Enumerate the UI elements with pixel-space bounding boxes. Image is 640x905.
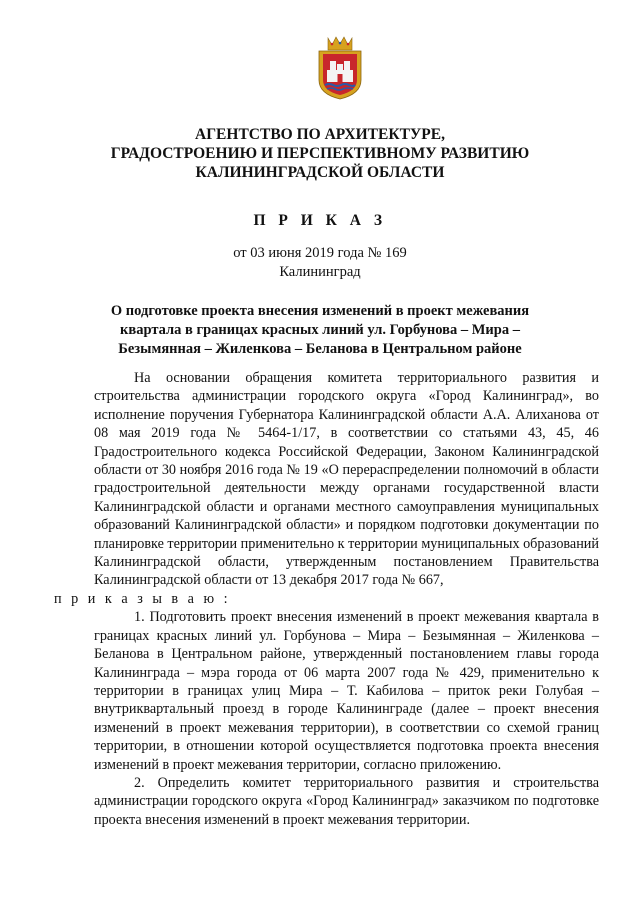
- preamble-text: На основании обращения комитета территориального развития и строительства администрации городского округа «Город Калининград», во исполнение поручения Губернатора Калининградской области А.А. Алиханова от 08 мая 2019 года № 5464-1/17, в соответствии со статьями 43, 45, 46 Градостроительного кодекса Российской Федерации, Законом Калининградской области от 30 ноября 2016 года № 19 «О перераспределении полномочий в области градостроительной деятельности между органами государственной власти Калининградской области и органами местного самоуправления муниципальных образований Калининградской области» и порядком подготовки документации по планировке территории применительно к территории муниципальных образований Калининградской области, утвержденным постановлением Правительства Калининградской области от 13 декабря 2017 года № 667,: [94, 370, 599, 589]
- coat-of-arms-icon: [315, 34, 365, 100]
- order-title: П Р И К А З: [253, 212, 387, 229]
- agency-line-1: АГЕНТСТВО ПО АРХИТЕКТУРЕ,: [195, 126, 445, 143]
- agency-line-3: КАЛИНИНГРАДСКОЙ ОБЛАСТИ: [195, 164, 445, 181]
- order-date: от 03 июня 2019 года № 169: [233, 245, 407, 261]
- preamble-paragraph: [54, 369, 599, 608]
- order-body: [54, 369, 599, 829]
- prikazyvayu-word: п р и к а з ы в а ю :: [54, 590, 231, 607]
- subject-line-3: Безымянная – Жиленкова – Беланова в Центральном районе: [118, 341, 522, 357]
- order-subject: [80, 302, 560, 359]
- item-2-paragraph: 2. Определить комитет территориального развития и строительства администрации городского округа «Город Калининград» заказчиком по подготовке проекта внесения изменений в проект межевания территории.: [94, 774, 599, 828]
- order-city: Калининград: [279, 264, 361, 280]
- agency-name: [60, 125, 580, 182]
- subject-line-1: О подготовке проекта внесения изменений в проект межевания: [110, 303, 530, 319]
- subject-line-2: квартала в границах красных линий ул. Горбунова – Мира –: [120, 322, 520, 338]
- agency-line-2: ГРАДОСТРОЕНИЮ И ПЕРСПЕКТИВНОМУ РАЗВИТИЮ: [110, 145, 530, 162]
- item-1-paragraph: 1. Подготовить проект внесения изменений в проект межевания квартала в границах красных линий ул. Горбунова – Мира – Безымянная – Жиленкова – Беланова в Центральном районе, утвержденный постановлением главы города Калининграда – мэра города от 06 марта 2007 года № 429, применительно к территории в границах улиц Мира – Т. Кабилова – приток реки Голубая – внутриквартальный проезд в городе Калининграде (далее – проект внесения изменений в проект межевания территории), в соответствии со схемой границ территории, в отношении которой осуществляется подготовка проекта внесения изменений в проект межевания территории, согласно приложению.: [94, 609, 599, 773]
